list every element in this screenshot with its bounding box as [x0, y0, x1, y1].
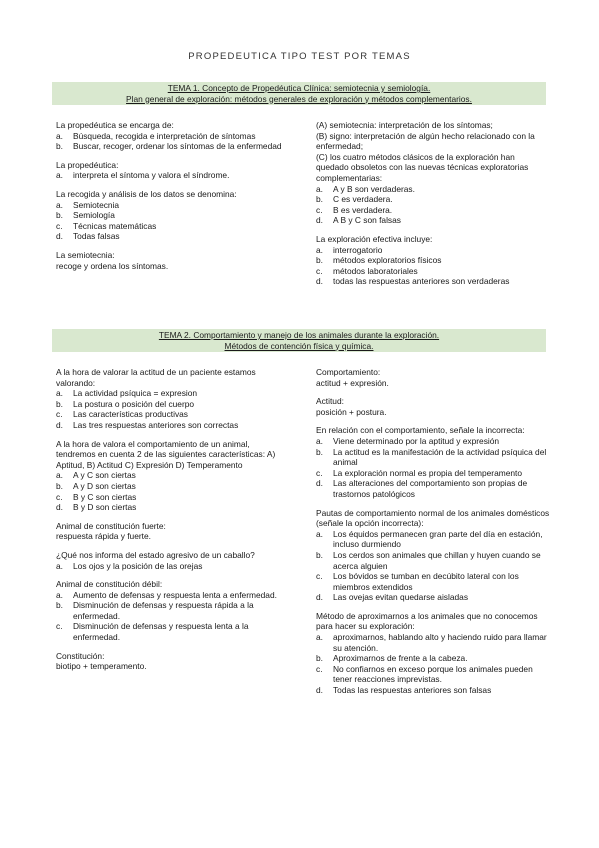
answer-option [316, 529, 552, 550]
answer-option [56, 590, 288, 601]
answer-option [316, 685, 552, 696]
answer-text: actitud + expresión. [316, 377, 389, 388]
answer-text: biotipo + temperamento. [56, 661, 147, 672]
answer-option [316, 194, 548, 205]
option-letter: a. [56, 170, 63, 181]
option-text: Las tres respuestas anteriores son correctas [73, 419, 239, 430]
option-letter: a. [56, 560, 63, 571]
option-text: C es verdadera. [333, 194, 393, 205]
question-stem: Método de aproximarnos a los animales que no conocemos para hacer su exploración: [316, 610, 538, 632]
question-block [56, 651, 288, 672]
question-stem: Pautas de comportamiento normal de los animales domésticos (señale la opción incorrecta): [316, 507, 550, 529]
option-letter: a. [56, 589, 63, 600]
answer-option [316, 266, 548, 277]
option-letter: b. [56, 480, 63, 491]
question-block [56, 189, 288, 242]
answer-option [56, 492, 288, 503]
option-text: La postura o posición del cuerpo [73, 398, 195, 409]
answer-text: posición + postura. [316, 406, 387, 417]
option-text: Los bóvidos se tumban en decúbito lateral con los miembros extendidos [333, 571, 519, 592]
answer-option [316, 276, 548, 287]
answer-option [316, 215, 548, 226]
option-letter: c. [56, 220, 63, 231]
option-letter: a. [56, 130, 63, 141]
option-text: Todas las respuestas anteriores son falsas [333, 685, 492, 696]
option-text: Los cerdos son animales que chillan y huyen cuando se acerca alguien [333, 549, 541, 571]
question-block [56, 521, 288, 542]
option-letter: c. [316, 571, 323, 582]
option-letter: b. [56, 141, 63, 152]
option-letter: a. [56, 388, 63, 399]
option-letter: c. [56, 621, 63, 632]
answer-option [56, 502, 288, 513]
answer-text: (C) los cuatro métodos clásicos de la exploración han quedado obsoletos con las nuevas técnicas exploratorias complementarias: [316, 151, 529, 183]
question-block [316, 425, 552, 499]
answer-option [56, 388, 288, 399]
answer-option [56, 231, 288, 242]
option-letter: b. [316, 446, 323, 457]
option-text: Las alteraciones del comportamiento son propias de trastornos patológicos [333, 478, 528, 499]
answer-option [316, 468, 552, 479]
answer-option [56, 141, 288, 152]
option-text: No confiarnos en exceso porque los animales pueden tener reacciones imprevistas. [333, 663, 533, 685]
option-text: Disminución de defensas y respuesta rápida a la enfermedad. [73, 600, 254, 621]
answer-option [316, 436, 552, 447]
option-text: A y B son verdaderas. [333, 183, 415, 194]
option-letter: d. [316, 685, 323, 696]
answer-option [56, 600, 288, 621]
document-title: PROPEDEUTICA TIPO TEST POR TEMAS [188, 51, 411, 62]
answer-option [316, 632, 552, 653]
option-text: Técnicas matemáticas [73, 220, 157, 231]
option-text: La actitud es la manifestación de la actividad psíquica del animal [333, 446, 547, 468]
option-letter: c. [56, 409, 63, 420]
option-text: A B y C son falsas [333, 215, 401, 226]
tema2-right-column [316, 367, 552, 704]
tema1-banner [52, 82, 546, 105]
question-block [316, 508, 552, 603]
answer-option [56, 399, 288, 410]
question-block [56, 367, 288, 431]
option-letter: b. [316, 255, 323, 266]
tema2-banner [52, 329, 546, 352]
question-stem: A la hora de valora el comportamiento de un animal, tendremos en cuenta 2 de las siguientes características: A) Aptitud, B) Actitud C) Expresión D) Temperamento [56, 438, 276, 470]
option-text: La actividad psíquica = expresion [73, 388, 198, 399]
question-block [56, 550, 288, 571]
option-text: Los ojos y la posición de las orejas [73, 560, 203, 571]
option-letter: d. [316, 478, 323, 489]
question-block [316, 396, 552, 417]
question-block [316, 367, 552, 388]
question-block [316, 120, 548, 226]
question-stem: Animal de constitución débil: [56, 579, 163, 590]
option-text: Semiotecnia [73, 199, 120, 210]
answer-option [316, 184, 548, 195]
option-letter: d. [316, 215, 323, 226]
option-text: Búsqueda, recogida e interpretación de síntomas [73, 130, 256, 141]
answer-text: (A) semiotecnia: interpretación de los síntomas; [316, 120, 493, 130]
question-block [56, 160, 288, 181]
option-text: Las características productivas [73, 409, 188, 420]
option-text: Disminución de defensas y respuesta lenta a la enfermedad. [73, 621, 249, 643]
question-stem: La semiotecnia: [56, 249, 115, 260]
option-text: A y D son ciertas [73, 480, 136, 491]
answer-text: respuesta rápida y fuerte. [56, 531, 151, 542]
answer-option [56, 170, 288, 181]
answer-option [56, 131, 288, 142]
option-letter: a. [316, 528, 323, 539]
answer-option [316, 550, 552, 571]
answer-option [316, 478, 552, 499]
question-block [56, 439, 288, 513]
option-letter: b. [56, 600, 63, 611]
option-text: interrogatorio [333, 244, 383, 255]
option-text: métodos exploratorios físicos [333, 255, 442, 266]
option-text: Los équidos permanecen gran parte del día en estación, incluso durmiendo [333, 528, 543, 550]
tema1-title: TEMA 1. Concepto de Propedéutica Clínica: semiotecnia y semiología. [167, 83, 431, 93]
option-letter: c. [316, 663, 323, 674]
tema1-left-column [56, 120, 288, 279]
option-letter: d. [56, 419, 63, 430]
option-letter: c. [316, 265, 323, 276]
answer-option [316, 205, 548, 216]
option-letter: d. [56, 502, 63, 513]
answer-text: recoge y ordena los síntomas. [56, 260, 169, 271]
option-text: Buscar, recoger, ordenar los síntomas de la enfermedad [73, 141, 282, 152]
option-text: Aumento de defensas y respuesta lenta a enfermedad. [73, 589, 277, 600]
option-letter: a. [316, 435, 323, 446]
option-letter: a. [316, 183, 323, 194]
option-letter: c. [56, 491, 63, 502]
answer-option [316, 592, 552, 603]
question-block [316, 611, 552, 696]
option-letter: b. [316, 549, 323, 560]
answer-option [56, 200, 288, 211]
question-stem: La propedéutica: [56, 159, 119, 170]
option-letter: d. [316, 592, 323, 603]
question-block [56, 250, 288, 271]
tema1-subtitle: Plan general de exploración: métodos generales de exploración y métodos complementarios. [126, 93, 472, 104]
answer-option [56, 470, 288, 481]
question-stem: Actitud: [316, 396, 344, 407]
option-letter: b. [56, 210, 63, 221]
option-text: Semiología [73, 210, 115, 221]
option-text: interpreta el síntoma y valora el síndrome. [73, 170, 230, 181]
answer-option [316, 653, 552, 664]
answer-option [56, 409, 288, 420]
question-stem: ¿Qué nos informa del estado agresivo de un caballo? [56, 549, 255, 560]
option-text: aproximarnos, hablando alto y haciendo ruido para llamar su atención. [333, 632, 547, 653]
tema2-left-column [56, 367, 288, 680]
answer-option [56, 210, 288, 221]
option-letter: a. [56, 199, 63, 210]
answer-option [56, 221, 288, 232]
option-letter: c. [316, 467, 323, 478]
answer-option [316, 447, 552, 468]
option-text: Las ovejas evitan quedarse aisladas [333, 592, 469, 603]
question-stem: La recogida y análisis de los datos se denomina: [56, 188, 237, 199]
option-letter: b. [316, 194, 323, 205]
option-text: métodos laboratoriales [333, 265, 418, 276]
answer-option [56, 561, 288, 572]
answer-option [316, 245, 548, 256]
option-text: A y C son ciertas [73, 470, 136, 481]
option-letter: a. [316, 244, 323, 255]
option-letter: d. [316, 276, 323, 287]
question-stem: Comportamiento: [316, 367, 381, 377]
question-block [316, 234, 548, 287]
option-text: Aproximarnos de frente a la cabeza. [333, 653, 468, 664]
option-text: todas las respuestas anteriores son verdaderas [333, 276, 510, 287]
option-text: B es verdadera. [333, 204, 393, 215]
answer-option [316, 664, 552, 685]
option-text: Todas falsas [73, 231, 120, 242]
question-block [56, 579, 288, 643]
option-text: B y C son ciertas [73, 491, 137, 502]
question-stem: Constitución: [56, 650, 105, 661]
option-text: Viene determinado por la aptitud y expresión [333, 435, 500, 446]
question-stem: La exploración efectiva incluye: [316, 233, 433, 244]
answer-option [56, 621, 288, 642]
tema1-right-column [316, 120, 548, 295]
question-block [56, 120, 288, 152]
option-letter: a. [56, 470, 63, 481]
option-letter: d. [56, 231, 63, 242]
answer-option [316, 255, 548, 266]
option-text: La exploración normal es propia del temperamento [333, 467, 523, 478]
option-letter: a. [316, 632, 323, 643]
tema2-subtitle: Métodos de contención física y química. [224, 340, 374, 351]
option-letter: b. [316, 653, 323, 664]
question-stem: Animal de constitución fuerte: [56, 520, 166, 531]
answer-option [316, 571, 552, 592]
option-letter: b. [56, 398, 63, 409]
answer-option [56, 481, 288, 492]
answer-text: (B) signo: interpretación de algún hecho relacionado con la enfermedad; [316, 130, 535, 152]
option-letter: c. [316, 204, 323, 215]
answer-option [56, 420, 288, 431]
question-stem: La propedéutica se encarga de: [56, 120, 174, 130]
question-stem: A la hora de valorar la actitud de un paciente estamos valorando: [56, 367, 256, 388]
tema2-title: TEMA 2. Comportamiento y manejo de los animales durante la exploración. [158, 330, 440, 340]
option-text: B y D son ciertas [73, 502, 137, 513]
question-stem: En relación con el comportamiento, señale la incorrecta: [316, 425, 525, 436]
